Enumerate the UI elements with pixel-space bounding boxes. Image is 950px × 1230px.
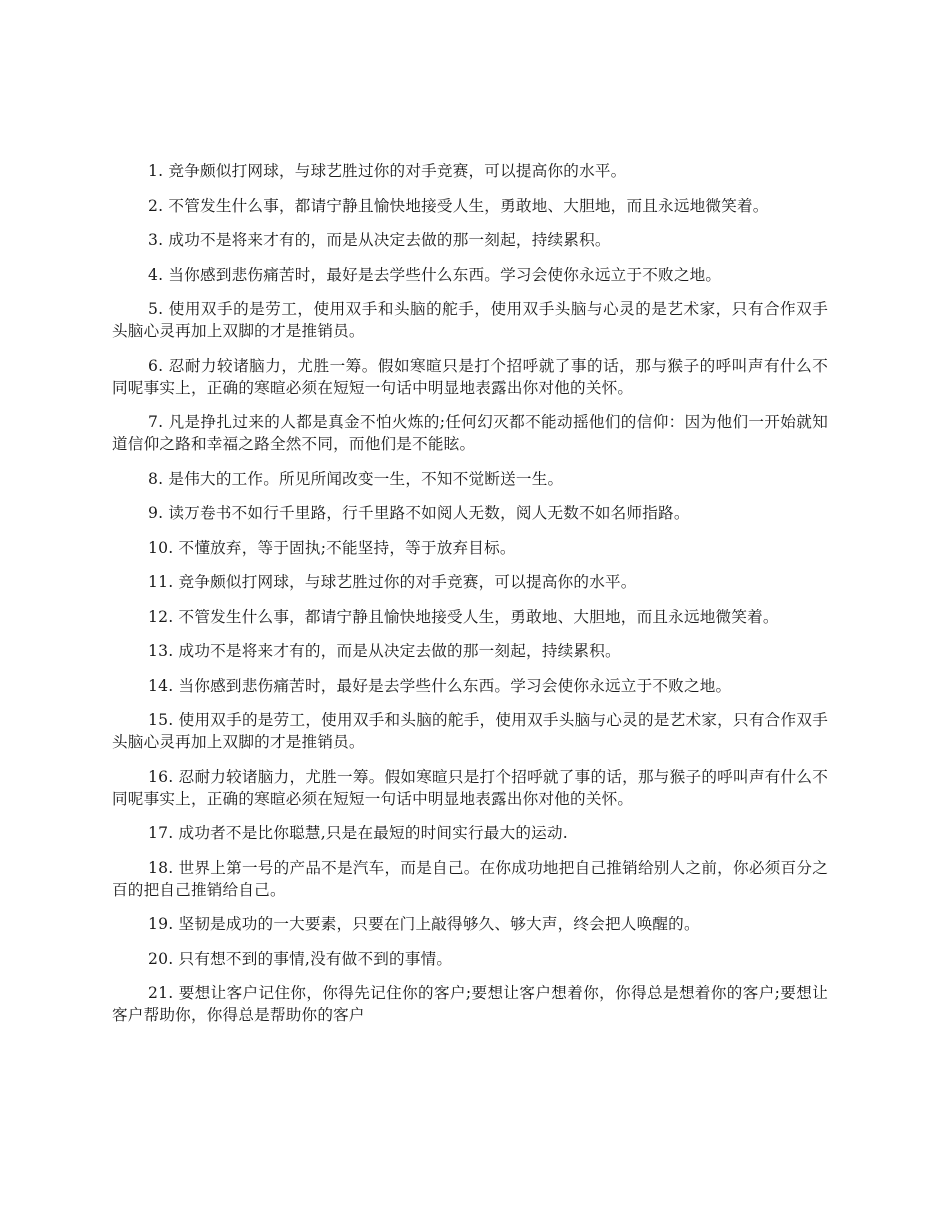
paragraph-16: 16. 忍耐力较诸脑力，尤胜一筹。假如寒暄只是打个招呼就了事的话，那与猴子的呼叫声有什么不同呢事实上，正确的寒暄必须在短短一句话中明显地表露出你对他的关怀。 xyxy=(112,767,828,808)
paragraph-3: 3. 成功不是将来才有的，而是从决定去做的那一刻起，持续累积。 xyxy=(148,231,611,249)
paragraph-18: 18. 世界上第一号的产品不是汽车，而是自己。在你成功地把自己推销给别人之前，你必须百分之百的把自己推销给自己。 xyxy=(112,858,828,899)
paragraph-11: 11. 竞争颇似打网球，与球艺胜过你的对手竞赛，可以提高你的水平。 xyxy=(148,573,637,591)
paragraph-4: 4. 当你感到悲伤痛苦时，最好是去学些什么东西。学习会使你永远立于不败之地。 xyxy=(148,265,722,284)
paragraph-6: 6. 忍耐力较诸脑力，尤胜一筹。假如寒暄只是打个招呼就了事的话，那与猴子的呼叫声有什么不同呢事实上，正确的寒暄必须在短短一句话中明显地表露出你对他的关怀。 xyxy=(112,356,828,397)
paragraph-14: 14. 当你感到悲伤痛苦时，最好是去学些什么东西。学习会使你永远立于不败之地。 xyxy=(148,676,732,695)
paragraph-8: 8. 是伟大的工作。所见所闻改变一生，不知不觉断送一生。 xyxy=(148,469,564,488)
paragraph-12: 12. 不管发生什么事，都请宁静且愉快地接受人生，勇敢地、大胆地，而且永远地微笑着。 xyxy=(148,607,779,626)
paragraph-20: 20. 只有想不到的事情,没有做不到的事情。 xyxy=(148,949,453,968)
paragraph-13: 13. 成功不是将来才有的，而是从决定去做的那一刻起，持续累积。 xyxy=(148,642,621,660)
paragraph-19: 19. 坚韧是成功的一大要素，只要在门上敲得够久、够大声，终会把人唤醒的。 xyxy=(148,915,700,933)
paragraph-10: 10. 不懂放弃，等于固执;不能坚持，等于放弃目标。 xyxy=(148,538,516,557)
paragraph-7: 7. 凡是挣扎过来的人都是真金不怕火炼的;任何幻灭都不能动摇他们的信仰：因为他们一开始就知道信仰之路和幸福之路全然不同，而他们是不能眩。 xyxy=(112,413,828,453)
paragraph-21: 21. 要想让客户记住你，你得先记住你的客户;要想让客户想着你，你得总是想着你的客户;要想让客户帮助你，你得总是帮助你的客户 xyxy=(112,984,828,1024)
paragraph-9: 9. 读万卷书不如行千里路，行千里路不如阅人无数，阅人无数不如名师指路。 xyxy=(148,504,690,522)
paragraph-15: 15. 使用双手的是劳工，使用双手和头脑的舵手，使用双手头脑与心灵的是艺术家，只有合作双手头脑心灵再加上双脚的才是推销员。 xyxy=(112,711,828,751)
paragraph-1: 1. 竞争颇似打网球，与球艺胜过你的对手竞赛，可以提高你的水平。 xyxy=(148,162,627,180)
paragraph-17: 17. 成功者不是比你聪慧,只是在最短的时间实行最大的运动. xyxy=(148,824,568,842)
document-body xyxy=(112,160,828,1039)
paragraph-2: 2. 不管发生什么事，都请宁静且愉快地接受人生，勇敢地、大胆地，而且永远地微笑着。 xyxy=(148,196,769,215)
paragraph-5: 5. 使用双手的是劳工，使用双手和头脑的舵手，使用双手头脑与心灵的是艺术家，只有合作双手头脑心灵再加上双脚的才是推销员。 xyxy=(112,300,828,340)
